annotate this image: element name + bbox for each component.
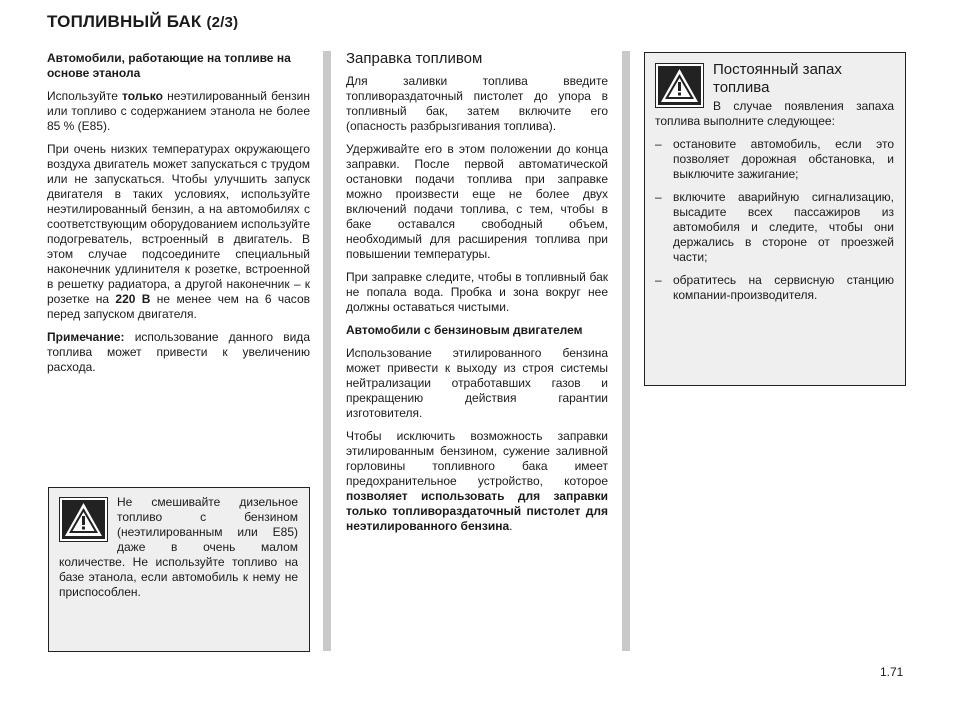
warning-box-fuel-smell — [644, 52, 906, 386]
text-fragment: При очень низких температурах окружающего воздуха двигатель может запускаться с трудом или не запускаться. Чтобы улучшить запуск двигателя в таких условиях, используйте неэтилированный бензин, а на автомобилях с соответствующим оборудованием используйте подогреватель, встроенный в двигатель. В этом случае подсоедините специальный наконечник удлинителя к розетке, встроенной в решетку радиатора, а другой наконечник – к розетке на — [47, 142, 310, 306]
text-fragment: . — [509, 519, 513, 533]
list-item — [655, 273, 894, 303]
ethanol-paragraph-2 — [47, 142, 310, 322]
text-fragment: использование данного вида топлива может привести к увеличению расхода. — [47, 330, 310, 374]
list-item-text: обратитесь на сервисную станцию компании-производителя. — [673, 273, 894, 302]
page-title-text: ТОПЛИВНЫЙ БАК — [47, 12, 202, 31]
column-divider — [323, 51, 331, 651]
text-fragment: не менее чем на 6 часов перед запуском двигателя. — [47, 292, 310, 321]
list-item — [655, 190, 894, 265]
column-divider — [622, 51, 630, 651]
list-item — [655, 137, 894, 182]
emphasis-text: позволяет использовать для заправки только топливораздаточный пистолет для неэтилированного бензина — [346, 489, 608, 533]
page-title-suffix: (2/3) — [206, 14, 239, 31]
column-refueling — [346, 51, 608, 542]
page-title — [47, 12, 238, 32]
text-fragment: Чтобы исключить возможность заправки этилированным бензином, сужение заливной горловины топливного бака имеет предохранительное устройство, которое — [346, 429, 608, 488]
petrol-paragraph-2 — [346, 429, 608, 534]
warning-mixing-text: Не смешивайте дизельное топливо с бензином (неэтилированным или E85) даже в очень малом количестве. Не используйте топливо на базе этанола, если автомобиль к нему не приспособлен. — [59, 495, 298, 599]
voltage-text: 220 В — [115, 292, 151, 306]
ethanol-heading: Автомобили, работающие на топливе на основе этанола — [47, 51, 291, 80]
note-label: Примечание: — [47, 330, 125, 344]
dash-marker: – — [655, 137, 662, 151]
ethanol-paragraph-1 — [47, 89, 310, 134]
refueling-paragraph-3: При заправке следите, чтобы в топливный бак не попала вода. Пробка и зона вокруг нее должны оставаться чистыми. — [346, 270, 608, 314]
warning-triangle-icon — [59, 497, 108, 542]
column-ethanol — [47, 51, 310, 383]
text-fragment: Используйте — [47, 89, 123, 103]
refueling-paragraph-1: Для заливки топлива введите топливораздаточный пистолет до упора в топливный бак, затем включите его (опасность разбрызгивания топлива). — [346, 74, 608, 133]
fuel-smell-heading: Постоянный запах топлива — [713, 61, 842, 96]
text-fragment: неэтилированный бензин или топливо с содержанием этанола не более 85 % (E85). — [47, 89, 310, 133]
emphasis-text: только — [122, 89, 163, 103]
fuel-smell-intro: В случае появления запаха топлива выполните следующее: — [655, 99, 894, 128]
page-number: 1.71 — [880, 665, 904, 679]
petrol-engine-heading: Автомобили с бензиновым двигателем — [346, 323, 583, 337]
warning-triangle-icon — [655, 63, 704, 108]
warning-box-mixing — [48, 487, 310, 652]
list-item-text: остановите автомобиль, если это позволяет дорожная обстановка, и выключите зажигание; — [673, 137, 894, 181]
dash-marker: – — [655, 273, 662, 287]
list-item-text: включите аварийную сигнализацию, высадите всех пассажиров из автомобиля и следите, чтобы они держались в стороне от проезжей части; — [673, 190, 894, 264]
ethanol-note — [47, 330, 310, 375]
refueling-paragraph-2: Удерживайте его в этом положении до конца заправки. После первой автоматической остановки подачи топлива при заправке можно произвести еще не более двух включений подачи топлива, с тем, чтобы в баке оставался свободный объем, необходимый для расширения топлива при повышении температуры. — [346, 142, 608, 261]
refueling-heading: Заправка топливом — [346, 50, 483, 67]
petrol-paragraph-1: Использование этилированного бензина может привести к выходу из строя системы нейтрализации отработавших газов и прекращению действия гарантии изготовителя. — [346, 346, 608, 420]
dash-marker: – — [655, 190, 662, 204]
